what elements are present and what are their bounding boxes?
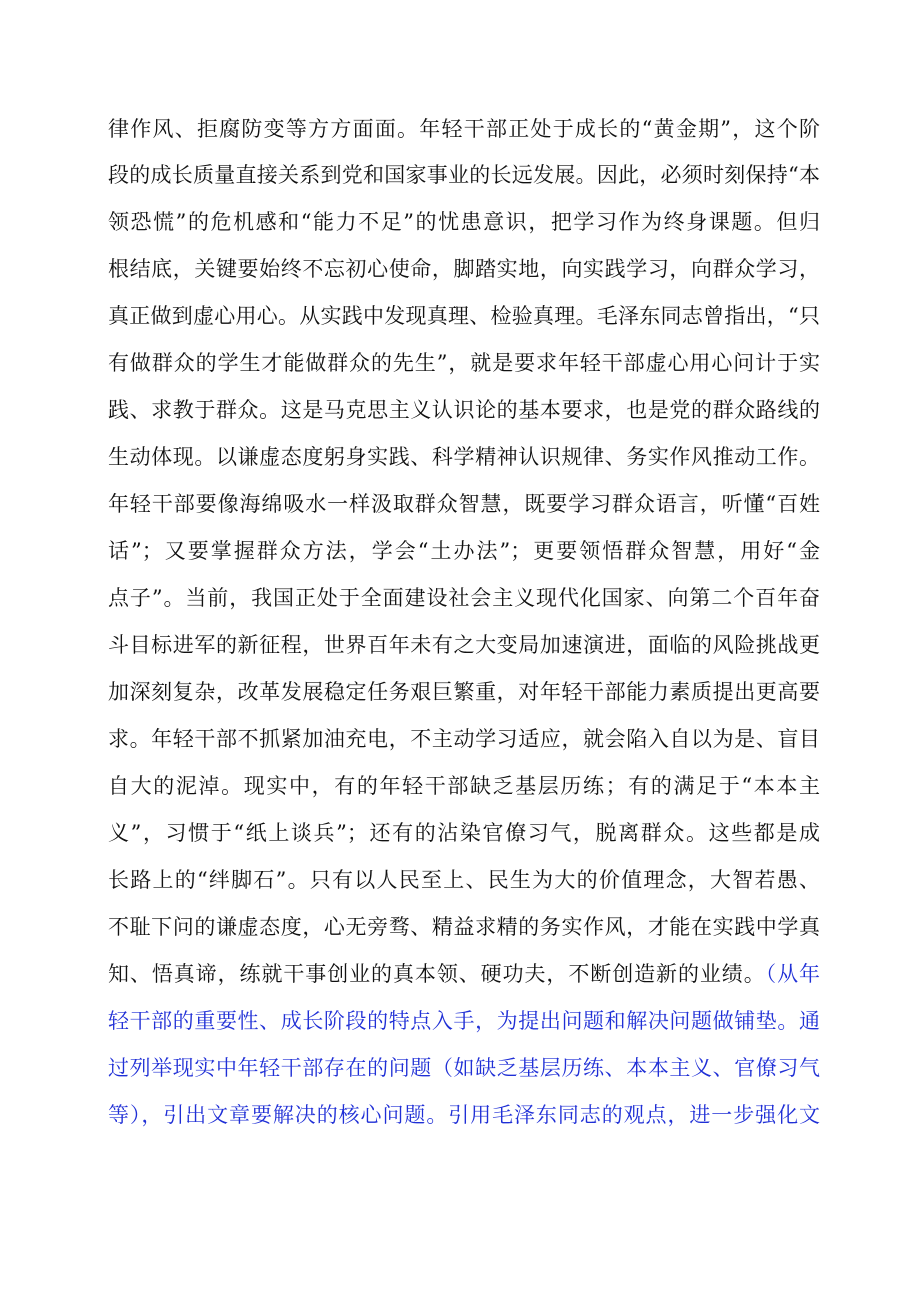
body-line-1: 律作风、拒腐防变等方方面面。年轻干部正处于成长的“黄金期”，这个阶	[108, 117, 820, 141]
body-line-12: 斗目标进军的新征程，世界百年未有之大变局加速演进，面临的风险挑战更	[108, 633, 820, 657]
body-line-3: 领恐慌”的危机感和“能力不足”的忧患意识，把学习作为终身课题。但归	[108, 210, 820, 234]
body-line-9: 年轻干部要像海绵吸水一样汲取群众智慧，既要学习群众语言，听懂“百姓	[108, 492, 820, 516]
body-line-5: 真正做到虚心用心。从实践中发现真理、检验真理。毛泽东同志曾指出，“只	[108, 304, 820, 328]
body-text-segment: 知、悟真谛，练就干事创业的真本领、硬功夫，不断创造新的业绩。	[108, 962, 766, 986]
body-line-13: 加深刻复杂，改革发展稳定任务艰巨繁重，对年轻干部能力素质提出更高要	[108, 680, 820, 704]
body-line-7: 践、求教于群众。这是马克思主义认识论的基本要求，也是党的群众路线的	[108, 398, 820, 422]
body-line-17: 长路上的“绊脚石”。只有以人民至上、民生为大的价值理念，大智若愚、	[108, 868, 820, 892]
body-line-14: 求。年轻干部不抓紧加油充电，不主动学习适应，就会陷入自以为是、盲目	[108, 727, 820, 751]
annotation-text-segment: （从年	[765, 962, 820, 986]
body-line-10: 话”；又要掌握群众方法，学会“土办法”；更要领悟群众智慧，用好“金	[108, 539, 820, 563]
mixed-line	[108, 951, 820, 998]
body-line-18: 不耻下问的谦虚态度，心无旁骛、精益求精的务实作风，才能在实践中学真	[108, 915, 820, 939]
annotation-line-1: 轻干部的重要性、成长阶段的特点入手，为提出问题和解决问题做铺垫。通	[108, 1009, 820, 1033]
body-line-4: 根结底，关键要始终不忘初心使命，脚踏实地，向实践学习，向群众学习，	[108, 257, 820, 281]
body-line-11: 点子”。当前，我国正处于全面建设社会主义现代化国家、向第二个百年奋	[108, 586, 820, 610]
document-page	[108, 106, 820, 1139]
body-line-15: 自大的泥淖。现实中，有的年轻干部缺乏基层历练；有的满足于“本本主	[108, 774, 820, 798]
body-line-2: 段的成长质量直接关系到党和国家事业的长远发展。因此，必须时刻保持“本	[108, 163, 820, 187]
body-line-16: 义”，习惯于“纸上谈兵”；还有的沾染官僚习气，脱离群众。这些都是成	[108, 821, 820, 845]
body-line-6: 有做群众的学生才能做群众的先生”，就是要求年轻干部虚心用心问计于实	[108, 351, 820, 375]
annotation-line-3: 等），引出文章要解决的核心问题。引用毛泽东同志的观点，进一步强化文	[108, 1103, 820, 1127]
annotation-line-2: 过列举现实中年轻干部存在的问题（如缺乏基层历练、本本主义、官僚习气	[108, 1056, 820, 1080]
body-line-8: 生动体现。以谦虚态度躬身实践、科学精神认识规律、务实作风推动工作。	[108, 445, 820, 469]
